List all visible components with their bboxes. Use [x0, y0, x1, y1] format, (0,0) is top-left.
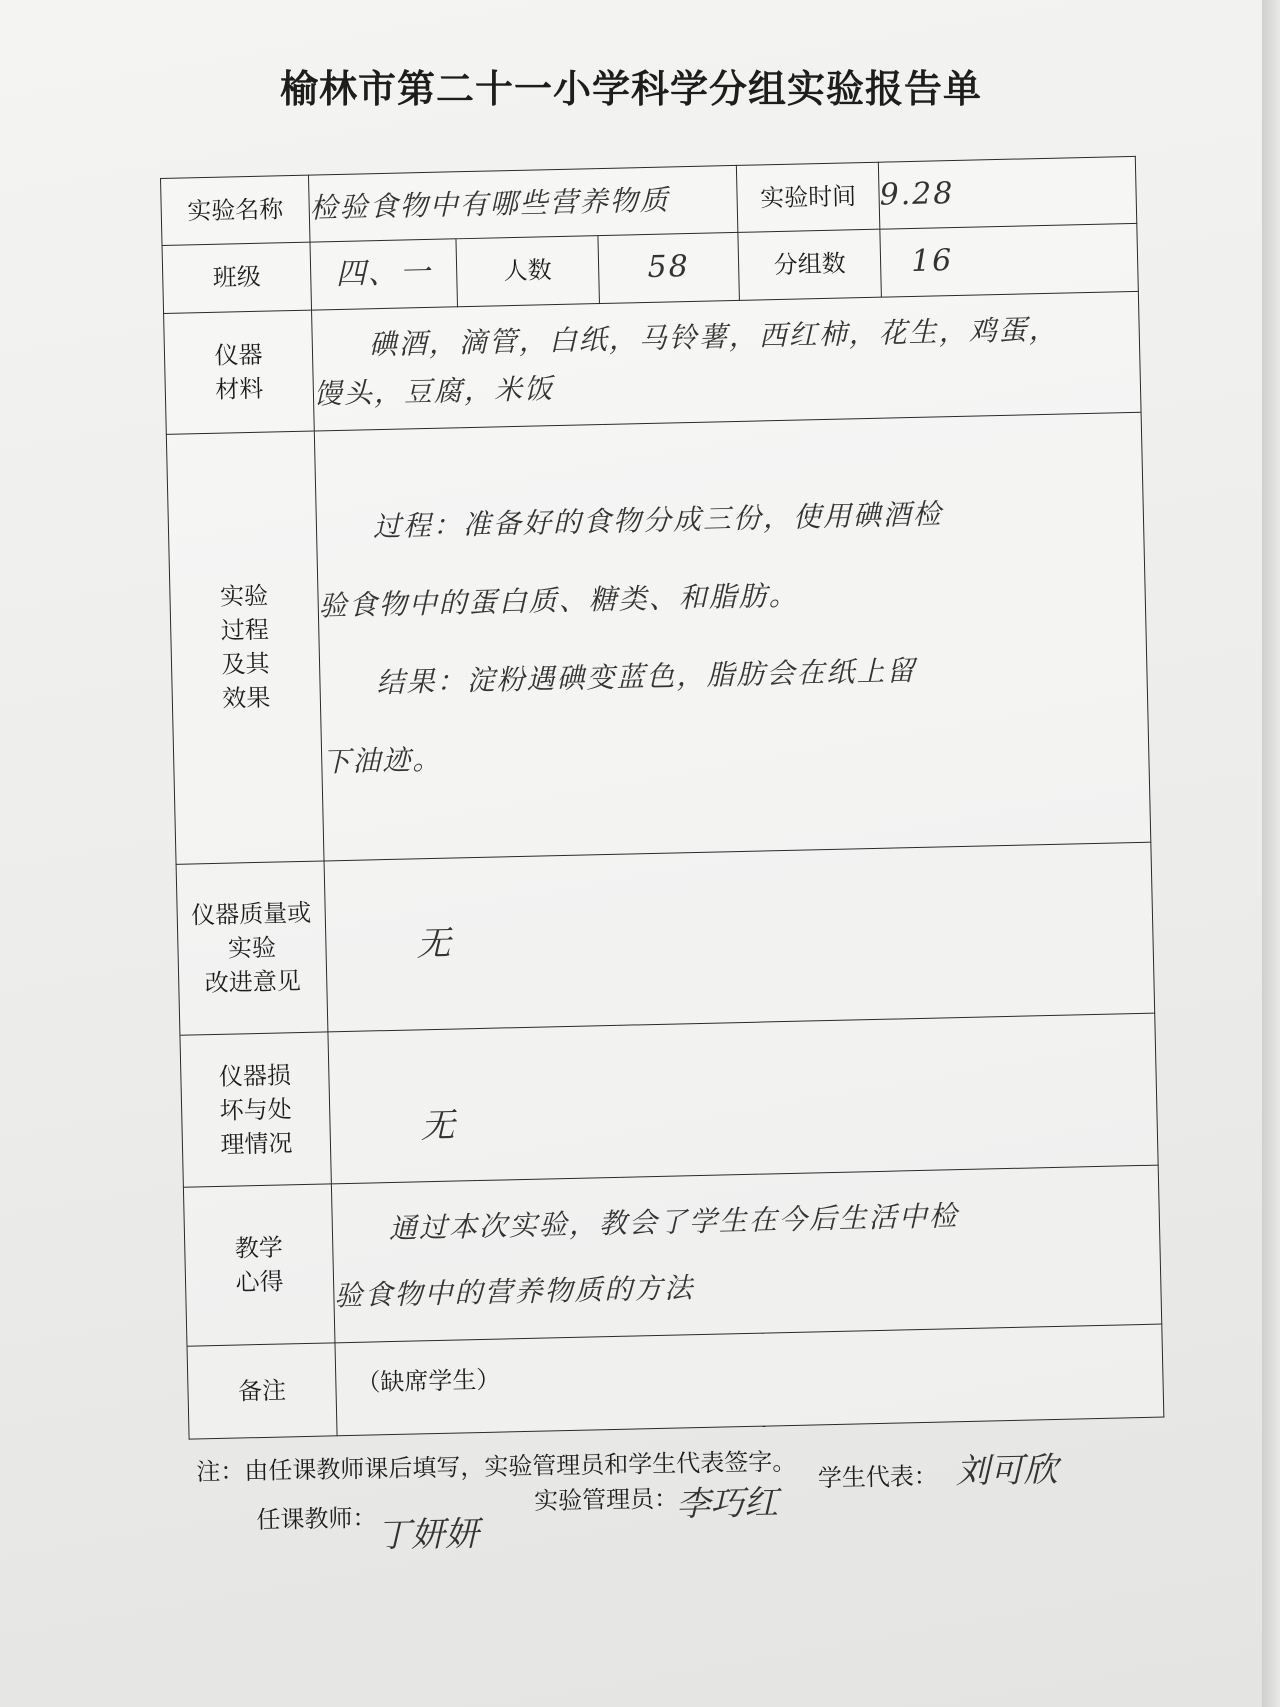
equipment-label [164, 310, 315, 435]
experiment-time-label: 实验时间 [736, 162, 879, 232]
row-quality [176, 842, 1155, 1036]
teacher-signature: 丁妍妍 [376, 1514, 480, 1556]
equipment-label-line1: 仪器 [214, 340, 263, 370]
process-value [314, 412, 1151, 860]
equipment-label-line2: 材料 [214, 374, 264, 404]
insight-line2: 验食物中的营养物质的方法 [334, 1271, 695, 1313]
class-label: 班级 [162, 242, 311, 313]
process-label-line1: 实验 [219, 582, 269, 612]
class-value: 四、一 [310, 239, 457, 310]
teacher-label: 任课教师： [256, 1503, 377, 1534]
admin-signature: 李巧红 [675, 1482, 779, 1525]
process-label-line3: 及其 [221, 650, 270, 680]
remarks-label: 备注 [187, 1342, 337, 1439]
remarks-value: （缺席学生） [335, 1324, 1164, 1436]
insight-label-line1: 教学 [234, 1233, 284, 1263]
quality-label-line2: 实验 [227, 933, 277, 963]
admin-label: 实验管理员： [533, 1484, 679, 1516]
quality-label-line1: 仪器质量或 [190, 898, 312, 930]
student-label: 学生代表： [817, 1462, 939, 1493]
student-signature: 刘可欣 [955, 1450, 1059, 1492]
group-count-value: 16 [880, 224, 1138, 297]
equipment-line2: 馒头，豆腐，米饭 [313, 371, 555, 411]
damage-label-line3: 理情况 [220, 1128, 293, 1159]
damage-label-line2: 坏与处 [219, 1094, 292, 1125]
quality-label-line3: 改进意见 [204, 967, 302, 998]
quality-value: 无 [324, 842, 1155, 1032]
row-insight [183, 1165, 1161, 1346]
process-line2: 验食物中的蛋白质、糖类、和脂肪。 [318, 579, 800, 623]
page-edge [1262, 0, 1280, 1707]
row-damage [180, 1013, 1158, 1187]
people-count-label: 人数 [456, 236, 599, 306]
insight-line1: 通过本次实验，教会了学生在今后生活中检 [388, 1199, 960, 1245]
experiment-name-value: 检验食物中有哪些营养物质 [308, 165, 737, 242]
insight-label-line2: 心得 [235, 1267, 284, 1297]
process-label-line4: 效果 [222, 684, 271, 714]
experiment-name-label: 实验名称 [161, 175, 310, 246]
people-count-value: 58 [598, 233, 740, 303]
group-count-label: 分组数 [738, 229, 881, 299]
process-line1: 过程：准备好的食物分成三份，使用碘酒检 [372, 497, 944, 544]
damage-label-line1: 仪器损 [218, 1060, 292, 1091]
report-title: 榆林市第二十一小学科学分组实验报告单 [279, 67, 982, 111]
report-form [160, 156, 1163, 1440]
row-process [166, 412, 1151, 864]
row-equipment [164, 291, 1142, 435]
insight-value [331, 1165, 1161, 1342]
quality-label [176, 861, 328, 1036]
damage-label [180, 1032, 331, 1187]
footer-note: 注：由任课教师课后填写，实验管理员和学生代表签字。 [196, 1447, 797, 1486]
insight-label [183, 1184, 335, 1346]
equipment-line1: 碘酒，滴管，白纸，马铃薯，西红柿，花生，鸡蛋， [368, 312, 1060, 362]
process-label-line2: 过程 [220, 616, 270, 646]
equipment-value [312, 291, 1142, 431]
report-table [160, 156, 1164, 1440]
damage-value: 无 [328, 1013, 1158, 1184]
process-line4: 下油迹。 [321, 743, 443, 779]
process-line3: 结果：淀粉遇碘变蓝色，脂肪会在纸上留 [376, 654, 917, 700]
process-label [166, 431, 324, 864]
experiment-time-value: 9.28 [878, 156, 1136, 229]
